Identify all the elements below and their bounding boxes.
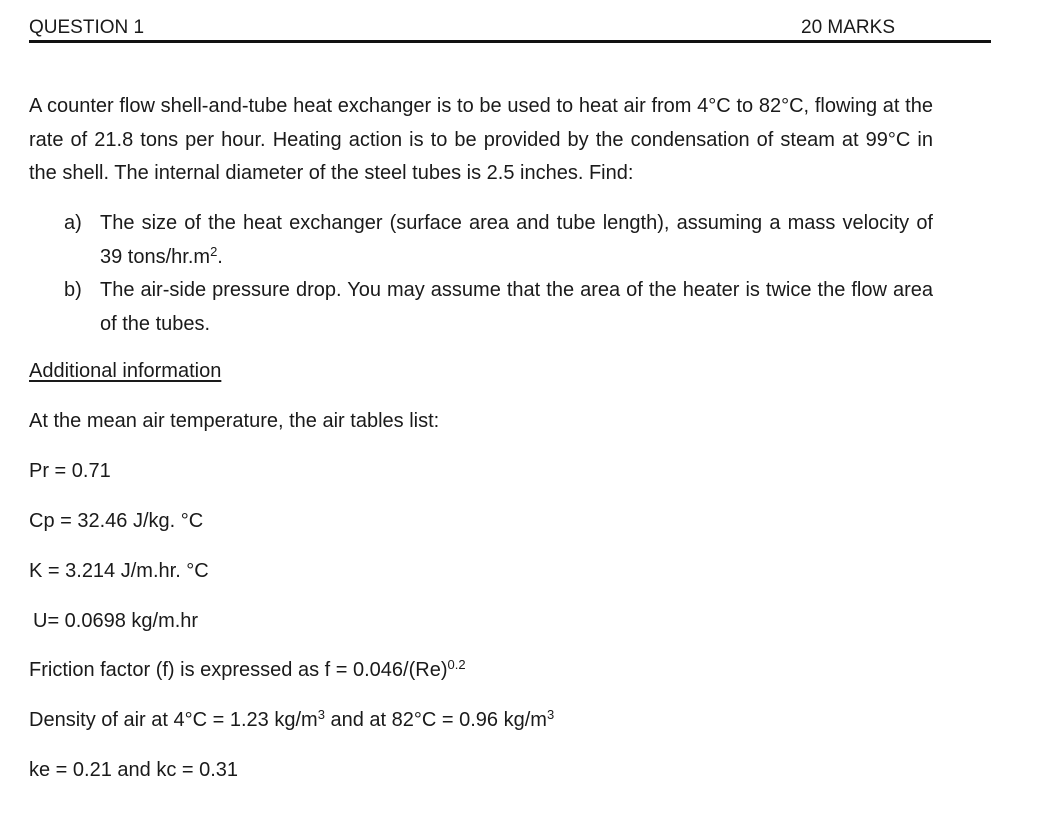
density-text-2: and at 82°C = 0.96 kg/m bbox=[324, 709, 547, 731]
task-marker-a: a) bbox=[64, 212, 82, 234]
density-text-1: Density of air at 4°C = 1.23 kg/m bbox=[29, 709, 318, 731]
loss-coefficients: ke = 0.21 and kc = 0.31 bbox=[29, 759, 239, 781]
friction-factor bbox=[29, 659, 466, 682]
prandtl-number: Pr = 0.71 bbox=[29, 460, 111, 482]
specific-heat: Cp = 32.46 J/kg. °C bbox=[29, 510, 204, 532]
task-list bbox=[64, 207, 933, 341]
density-exponent-1: 3 bbox=[317, 707, 325, 722]
additional-info-heading: Additional information bbox=[29, 360, 222, 382]
task-sup-a: 2 bbox=[210, 243, 218, 259]
problem-statement: A counter flow shell-and-tube heat exchanger is to be used to heat air from 4°C to 82°C, flowing at the rate of 21.8 tons per hour. Heating action is to be provided by the condensation of steam at 99°C in the shell. The internal diameter of the steel tubes is 2.5 inches. Find: bbox=[29, 95, 933, 184]
question-marks: 20 MARKS bbox=[801, 17, 895, 38]
air-density bbox=[29, 709, 554, 732]
friction-exponent: 0.2 bbox=[447, 657, 466, 672]
friction-text: Friction factor (f) is expressed as f = 0.046/(Re) bbox=[29, 659, 448, 681]
question-title: QUESTION 1 bbox=[29, 17, 145, 38]
density-exponent-2: 3 bbox=[546, 707, 555, 722]
task-text-a: The size of the heat exchanger (surface area and tube length), assuming a mass velocity of 39 tons/hr.m bbox=[100, 212, 933, 268]
task-suffix-a: . bbox=[217, 245, 223, 268]
task-marker-b: b) bbox=[64, 279, 82, 301]
viscosity: U= 0.0698 kg/m.hr bbox=[33, 610, 199, 632]
thermal-conductivity: K = 3.214 J/m.hr. °C bbox=[29, 560, 209, 582]
question-header bbox=[29, 14, 991, 43]
task-item-b bbox=[64, 274, 933, 341]
task-item-a bbox=[64, 207, 933, 274]
air-tables-intro: At the mean air temperature, the air tables list: bbox=[29, 410, 440, 432]
task-text-b: The air-side pressure drop. You may assume that the area of the heater is twice the flow area of the tubes. bbox=[100, 279, 933, 335]
